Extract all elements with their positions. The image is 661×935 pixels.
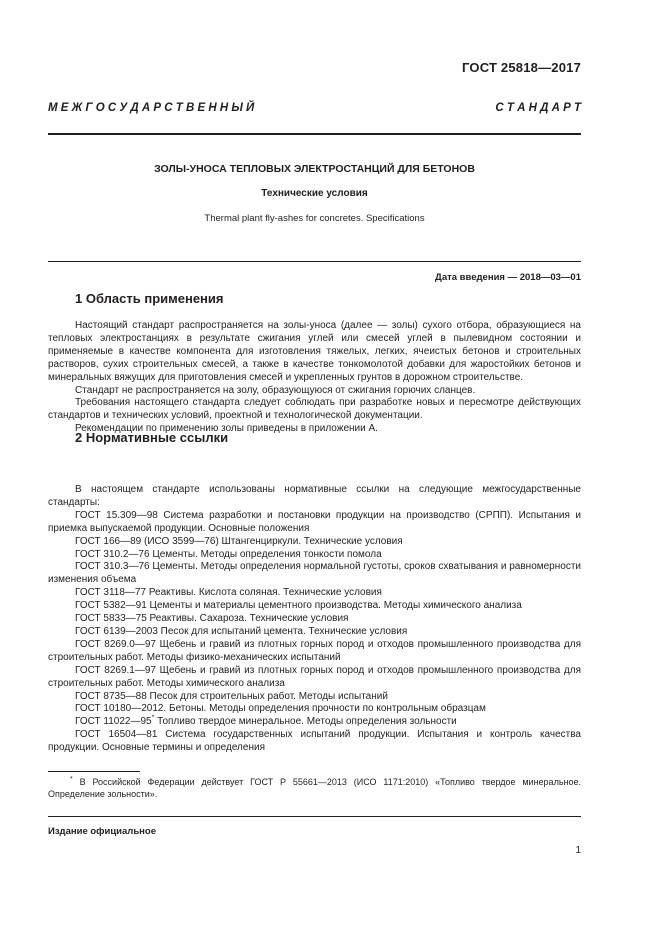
paragraph: В настоящем стандарте использованы нормативные ссылки на следующие межгосударственные стандарты: bbox=[48, 484, 581, 508]
footer-rule bbox=[48, 816, 581, 817]
interstate-standard-banner bbox=[48, 99, 581, 117]
section-2-heading: 2 Нормативные ссылки bbox=[75, 430, 229, 445]
header-rule bbox=[48, 133, 581, 135]
official-edition-label: Издание официальное bbox=[48, 826, 156, 837]
reference-item: ГОСТ 8269.1—97 Щебень и гравий из плотных горных пород и отходов промышленного производства для строительных работ. Методы химического анализа bbox=[48, 664, 581, 689]
english-title: Thermal plant fly-ashes for concretes. Specifications bbox=[204, 213, 425, 224]
reference-text: Топливо твердое минеральное. Методы определения зольности bbox=[154, 716, 457, 728]
gost-code: ГОСТ 25818—2017 bbox=[462, 60, 581, 75]
reference-item-with-footnote bbox=[48, 716, 581, 729]
reference-item: ГОСТ 6139—2003 Песок для испытаний цемента. Технические условия bbox=[75, 625, 408, 637]
standard-word: С Т А Н Д А Р Т bbox=[495, 102, 581, 114]
introduction-date: Дата введения — 2018—03—01 bbox=[435, 272, 581, 283]
section-2-body bbox=[48, 484, 581, 755]
reference-item: ГОСТ 3118—77 Реактивы. Кислота соляная. Технические условия bbox=[75, 587, 382, 599]
title-rule bbox=[48, 261, 581, 262]
paragraph: Рекомендации по применению золы приведены в приложении А. bbox=[75, 423, 378, 435]
paragraph: Требования настоящего стандарта следует соблюдать при разработке новых и пересмотре действующих стандартов и технических условий, проектной и технологической документации. bbox=[48, 397, 581, 422]
reference-item: ГОСТ 16504—81 Система государственных испытаний продукции. Испытания и контроль качества продукции. Основные термины и определения bbox=[48, 729, 581, 754]
reference-item: ГОСТ 8735—88 Песок для строительных работ. Методы испытаний bbox=[75, 690, 388, 702]
page-number: 1 bbox=[575, 845, 581, 856]
reference-code: ГОСТ 11022—95 bbox=[75, 716, 152, 728]
footnote bbox=[48, 776, 581, 800]
paragraph: Настоящий стандарт распространяется на золы-уноса (далее — золы) сухого отбора, образующиеся на тепловых электростанциях в результате сжигания углей или смесей углей в пылевидном состоянии и применяемые в качестве компонента для изготовления тяжелых, легких, ячеистых бетонов и строительных растворов, сухих строительных смесей, а также в качестве тонкомолотой добавки для жаростойких бетонов и минеральных вяжущих для приготовления смесей и укрепленных грунтов в дорожном строительстве. bbox=[48, 320, 581, 383]
paragraph: Стандарт не распространяется на золу, образующуюся от сжигания горючих сланцев. bbox=[75, 384, 476, 396]
footnote-rule bbox=[48, 771, 140, 772]
reference-item: ГОСТ 5382—91 Цементы и материалы цементного производства. Методы химического анализа bbox=[75, 600, 522, 612]
footnote-marker: * bbox=[151, 714, 155, 722]
reference-item: ГОСТ 10180—2012. Бетоны. Методы определения прочности по контрольным образцам bbox=[75, 703, 486, 715]
reference-item: ГОСТ 15.309—98 Система разработки и постановки продукции на производство (СРПП). Испытания и приемка выпускаемой продукции. Основные положения bbox=[48, 509, 581, 534]
section-1-heading: 1 Область применения bbox=[75, 291, 224, 306]
document-title: ЗОЛЫ-УНОСА ТЕПЛОВЫХ ЭЛЕКТРОСТАНЦИЙ ДЛЯ БЕТОНОВ bbox=[154, 163, 475, 175]
document-subtitle: Технические условия bbox=[261, 188, 368, 199]
reference-item: ГОСТ 310.2—76 Цементы. Методы определения тонкости помола bbox=[75, 548, 382, 560]
reference-item: ГОСТ 8269.0—97 Щебень и гравий из плотных горных пород и отходов промышленного производства для строительных работ. Методы физико-механических испытаний bbox=[48, 638, 581, 663]
section-1-body bbox=[48, 320, 581, 436]
reference-item: ГОСТ 5833—75 Реактивы. Сахароза. Технические условия bbox=[75, 613, 349, 625]
interstate-word: М Е Ж Г О С У Д А Р С Т В Е Н Н Ы Й bbox=[48, 102, 255, 114]
reference-item: ГОСТ 166—89 (ИСО 3599—76) Штангенциркули. Технические условия bbox=[75, 535, 403, 547]
footnote-text: В Российской Федерации действует ГОСТ Р 55661—2013 (ИСО 1171:2010) «Топливо твердое минеральное. Определение зольности». bbox=[48, 777, 581, 799]
footnote-marker: * bbox=[70, 776, 73, 783]
reference-item: ГОСТ 310.3—76 Цементы. Методы определения нормальной густоты, сроков схватывания и равномерности изменения объема bbox=[48, 561, 581, 586]
